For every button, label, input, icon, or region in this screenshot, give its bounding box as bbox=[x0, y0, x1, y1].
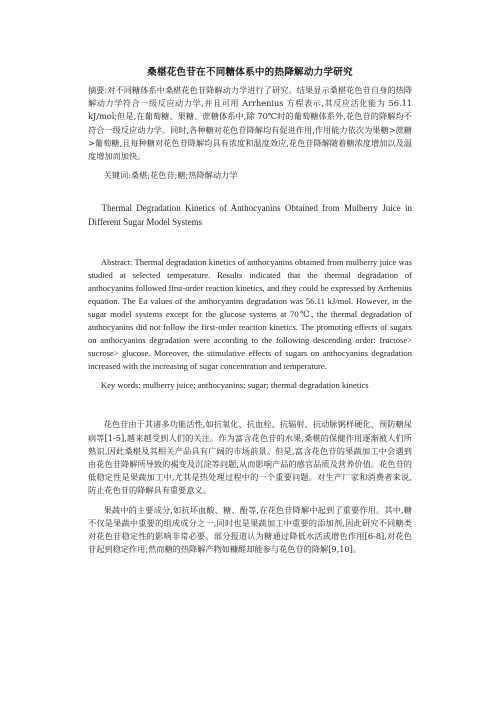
keywords-en: Key words: mulberry juice; anthocyanins; sugar; thermal degradation kinetics bbox=[100, 380, 369, 391]
body-paragraph-2: 果蔬中的主要成分,如抗坏血酸、糖、酚等,在花色苷降解中起到了重要作用。其中,糖不仅是果蔬中重要的组成成分之一,同时也是果蔬加工中重要的添加剂,因此研究不同糖类对花色苷稳定性的影响非常必要。部分报道认为糖通过降低水活或增色作用[6-8],对花色苷起到稳定作用;然而糖的热降解产物如糠醛却能参与花色苷的降解[9,10]。 bbox=[88, 504, 412, 555]
abstract-cn: 摘要:对不同糖体系中桑椹花色苷降解动力学进行了研究。结果显示桑椹花色苷自身的热降解动力学符合一级反应动力学,并且可用 Arrhenius 方程表示,其反应活化能为 56.11 kJ/mol;但是,在葡萄糖、果糖、蔗糖体系中,除 70℃时的葡萄糖体系外,花色苷的降解均不符合一级反应动力学。同时,各种糖对花色苷降解均有促进作用,作用能力依次为果糖>蔗糖>葡萄糖,且每种糖对花色苷降解均具有浓度和温度效应,花色苷降解随着糖浓度增加以及温度增加而加快。 bbox=[88, 85, 412, 162]
paper-title-en: Thermal Degradation Kinetics of Anthocyanins Obtained from Mulberry Juice in Different Sugar Model Systems bbox=[88, 203, 412, 228]
paper-title-cn: 桑椹花色苷在不同糖体系中的热降解动力学研究 bbox=[147, 67, 353, 78]
keywords-cn: 关键词:桑椹;花色苷;糖;热降解动力学 bbox=[103, 170, 238, 181]
body-paragraph-1: 花色苷由于其诸多功能活性,如抗氧化、抗血栓、抗辐射、抗动脉粥样硬化、预防糖尿病等[1-5],越来越受到人们的关注。作为富含花色苷的水果,桑椹的保健作用逐渐被人们所熟识,因此桑椹及其相关产品具有广阔的市场前景。但是,富含花色苷的果蔬加工中会遇到由花色苷降解所导致的褐变及沉淀等问题,从而影响产品的感官品质及营养价值。花色苷的低稳定性是果蔬加工中,尤其是热处理过程中的一个重要问题。对生产厂家和消费者来说,防止花色苷的降解具有重要意义。 bbox=[88, 419, 412, 496]
paper-page bbox=[88, 64, 412, 556]
abstract-en: Abstract: Thermal degradation kinetics of anthocyanins obtained from mulberry juice was studied at selected temperature. Results indicated that the thermal degradation of anthocyanins followed first-order reaction kinetics, and they could be expressed by Arrhenius equation. The Ea values of the anthocyanins degradation was 56.11 kJ/mol. However, in the sugar model systems except for the glucose systems at 70℃, the thermal degradation of anthocyanins did not follow the first-order reaction kinetics. The promoting effects of sugars on anthocyanins degradation were according to the following descending order: fructose> sucrose> glucose. Moreover, the stimulative effects of sugars on anthocyanins degradation increased with the increasing of sugar concentration and temperature. bbox=[88, 256, 412, 372]
